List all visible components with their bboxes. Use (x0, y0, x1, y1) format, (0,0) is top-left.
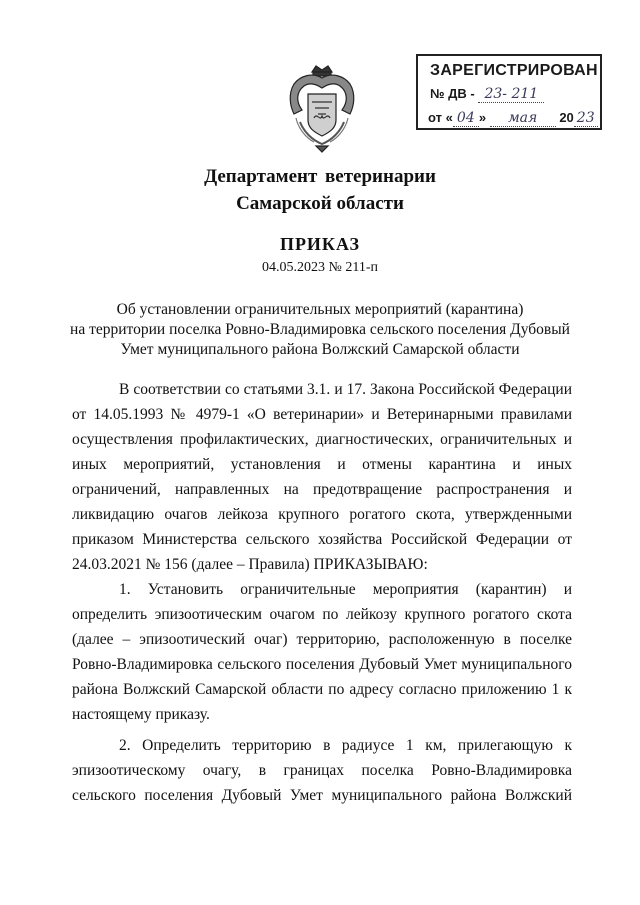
order-body-text (72, 377, 572, 808)
stamp-date-month: мая (490, 110, 556, 127)
body-line: эпизоотическому очагу, в границах поселка Ровно-Владимировка (72, 762, 572, 779)
stamp-date-quote: » (478, 110, 487, 125)
body-line: (далее – эпизоотический очаг) территорию, расположенную в поселке (72, 631, 572, 648)
stamp-date-prefix: от « (428, 110, 453, 125)
coat-of-arms-emblem (282, 62, 362, 154)
document-type-heading: ПРИКАЗ (279, 234, 361, 254)
body-line: сельского поселения Дубовый Умет муниципального района Волжский (72, 787, 572, 804)
order-title-line: Об установлении ограничительных мероприятий (карантина) (116, 301, 524, 318)
stamp-date-day: 04 (453, 110, 479, 127)
body-line: от 14.05.1993 № 4979-1 «О ветеринарии» и Ветеринарными правилами (72, 406, 572, 423)
order-title-line: на территории поселка Ровно-Владимировка сельского поселения Дубовый (70, 321, 570, 338)
body-line: определить эпизоотическим очагом по лейкозу крупного рогатого скота (72, 606, 572, 623)
stamp-number-line (430, 86, 544, 103)
stamp-year-value: 23 (574, 110, 598, 127)
body-line: осуществления профилактических, диагностических, ограничительных и (72, 431, 572, 448)
department-name-line1: Департамент ветеринарии (204, 166, 436, 187)
body-line: ограничений, направленных на предотвращение распространения и (72, 481, 572, 498)
stamp-number-label: № ДВ - (430, 86, 475, 101)
body-line: настоящему приказу. (72, 706, 210, 723)
document-date-number: 04.05.2023 № 211-п (262, 260, 378, 275)
department-name-line2: Самарской области (236, 193, 404, 214)
body-line: иных мероприятий, установления и отмены карантина и иных (72, 456, 572, 473)
body-line: 24.03.2021 № 156 (далее – Правила) ПРИКАЗЫВАЮ: (72, 556, 428, 573)
stamp-date-line (428, 110, 598, 127)
order-title (60, 300, 580, 360)
body-line-item-1: 1. Установить ограничительные мероприятия (карантин) и (119, 581, 572, 598)
order-title-line: Умет муниципального района Волжский Самарской области (120, 341, 520, 358)
body-line: ликвидацию очагов лейкоза крупного рогатого скота, утвержденными (72, 506, 572, 523)
registration-stamp (416, 54, 602, 130)
stamp-number-value: 23- 211 (478, 86, 544, 103)
body-line: района Волжский Самарской области по адресу согласно приложению 1 к (72, 681, 572, 698)
body-line: приказом Министерства сельского хозяйства Российской Федерации от (72, 531, 572, 548)
stamp-title: ЗАРЕГИСТРИРОВАН (430, 62, 598, 79)
body-line: В соответствии со статьями 3.1. и 17. Закона Российской Федерации (119, 381, 572, 398)
body-line-item-2: 2. Определить территорию в радиусе 1 км, прилегающую к (119, 737, 572, 754)
body-line: Ровно-Владимировка сельского поселения Дубовый Умет муниципального (72, 656, 572, 673)
stamp-year-prefix: 20 (559, 110, 574, 125)
